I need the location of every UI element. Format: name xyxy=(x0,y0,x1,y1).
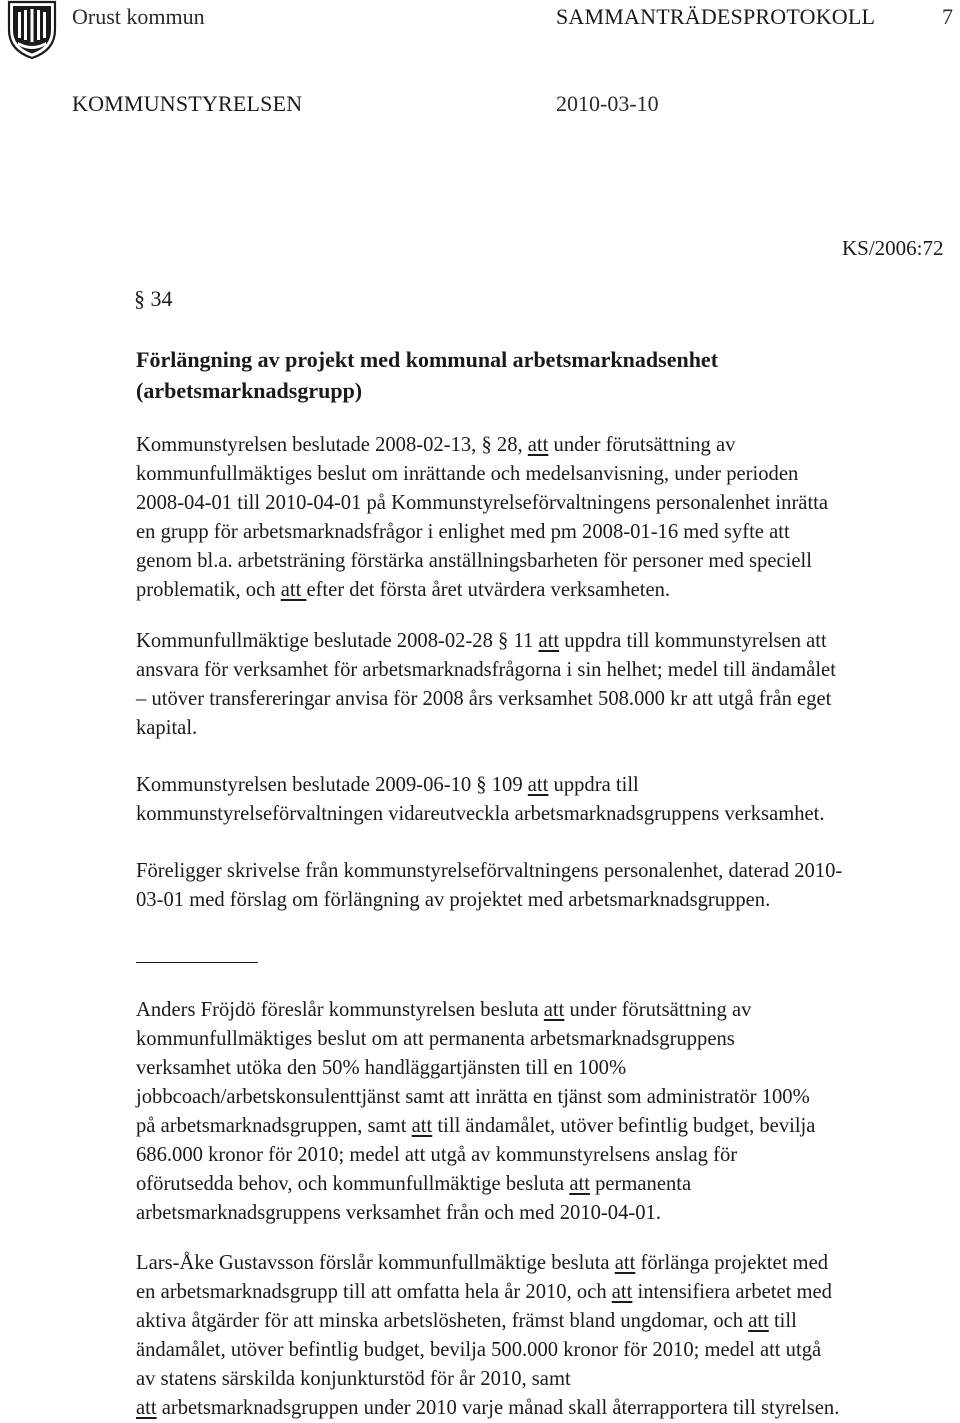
section-divider xyxy=(136,962,258,963)
paragraph-proposal-gustavsson: Lars-Åke Gustavsson förslår kommunfullmäktige besluta att förlänga projektet med en arbetsmarknadsgrupp till att omfatta hela år 2010, och att intensifiera arbetet med aktiva åtgärder för att minska arbetslösheten, främst bland ungdomar, och att till ändamålet, utöver befintlig budget, bevilja 500.000 kronor för 2010; medel att utgå av statens särskilda konjunkturstöd för år 2010, samt att arbetsmarknadsgruppen under 2010 varje månad skall återrapportera till styrelsen. xyxy=(136,1252,840,1419)
paragraph-council-decision-2008: Kommunfullmäktige beslutade 2008-02-28 § 11 att uppdra till kommunstyrelsen att ansvara för verksamhet för arbetsmarknadsfrågorna i sin helhet; medel till ändamålet – utöver transfereringar anvisa för 2008 års verksamhet 508.000 kr att utgå från eget kapital. xyxy=(136,630,836,739)
board-name: KOMMUNSTYRELSEN xyxy=(72,91,303,116)
title-line-1: Förlängning av projekt med kommunal arbetsmarknadsenhet xyxy=(136,347,719,372)
section-number xyxy=(134,286,173,312)
protocol-title: SAMMANTRÄDESPROTOKOLL xyxy=(556,4,876,29)
meeting-date: 2010-03-10 xyxy=(556,91,659,116)
paragraph-background-2008: Kommunstyrelsen beslutade 2008-02-13, § 28, att under förutsättning av kommunfullmäktiges beslut om inrättande och medelsanvisning, under perioden 2008-04-01 till 2010-04-01 på Kommunstyrelseförvaltningens personalenhet inrätta en grupp för arbetsmarknadsfrågor i enlighet med pm 2008-01-16 med syfte att genom bl.a. arbetsträning förstärka anställningsbarheten för personer med speciell problematik, och att efter det första året utvärdera verksamheten. xyxy=(136,434,829,601)
case-number: KS/2006:72 xyxy=(842,236,944,260)
municipality-crest-logo xyxy=(6,0,58,60)
section-value: 34 xyxy=(150,286,173,311)
paragraph-proposal-frojdo: Anders Fröjdö föreslår kommunstyrelsen besluta att under förutsättning av kommunfullmäktiges beslut om att permanenta arbetsmarknadsgruppens verksamhet utöka den 50% handläggartjänsten till en 100% jobbcoach/arbetskonsulenttjänst samt att inrätta en tjänst som administratör 100% på arbetsmarknadsgruppen, samt att till ändamålet, utöver befintlig budget, bevilja 686.000 kronor för 2010; medel att utgå av kommunstyrelsens anslag för oförutsedda behov, och kommunfullmäktige besluta att permanenta arbetsmarknadsgruppens verksamhet från och med 2010-04-01. xyxy=(136,999,816,1224)
section-sign: § xyxy=(134,286,145,311)
municipality-name: Orust kommun xyxy=(72,4,205,29)
agenda-item-title xyxy=(136,344,718,406)
page-number: 7 xyxy=(942,4,953,29)
title-line-2: (arbetsmarknadsgrupp) xyxy=(136,378,363,403)
paragraph-submission: Föreligger skrivelse från kommunstyrelseförvaltningens personalenhet, daterad 2010- 03-01 med förslag om förlängning av projektet med arbetsmarknadsgruppen. xyxy=(136,860,843,911)
paragraph-board-decision-2009: Kommunstyrelsen beslutade 2009-06-10 § 109 att uppdra till kommunstyrelseförvaltningen vidareutveckla arbetsmarknadsgruppens verksamhet. xyxy=(136,774,825,825)
